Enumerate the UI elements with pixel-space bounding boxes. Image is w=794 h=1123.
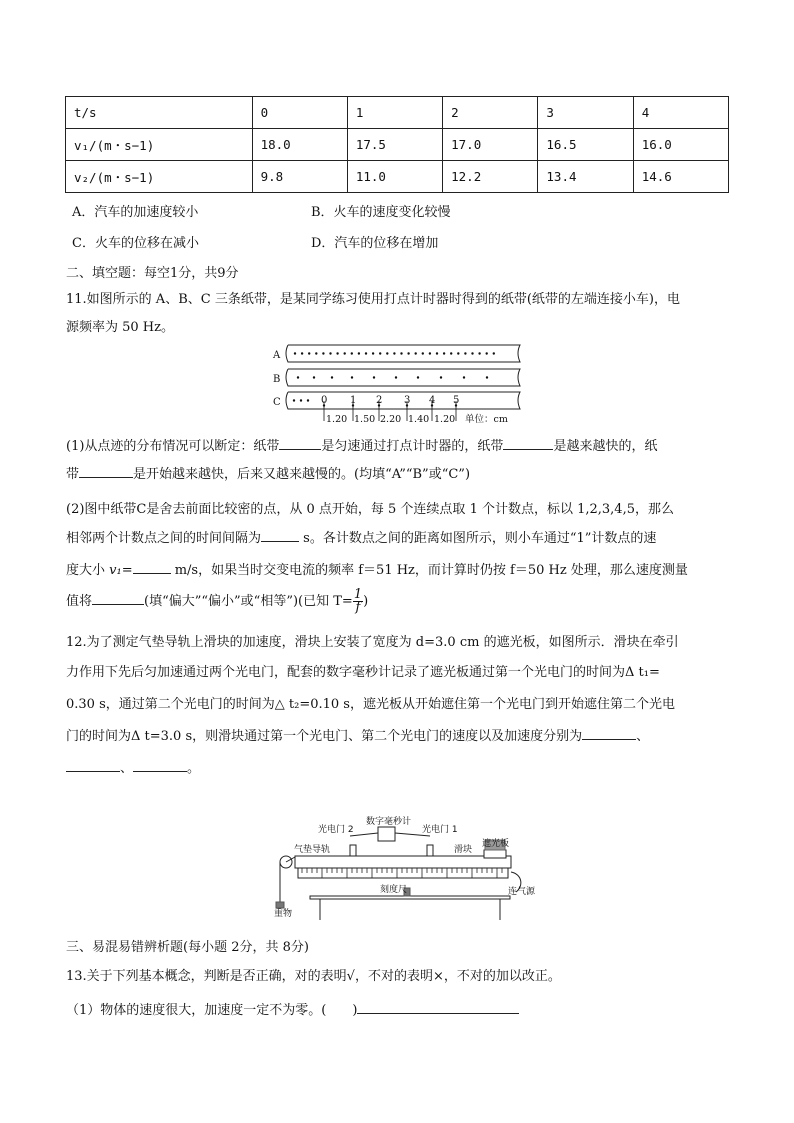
- answer-blank[interactable]: [279, 437, 321, 450]
- text: 相邻两个计数点之间的时间间隔为: [66, 531, 262, 546]
- tape-dot: [293, 399, 295, 401]
- table-cell: 13.4: [538, 161, 633, 193]
- table-row: [66, 129, 729, 161]
- answer-blank[interactable]: [92, 592, 144, 605]
- text: 门的时间为Δ t=3.0 s，则滑块通过第一个光电门、第二个光电门的速度以及加速度分别为: [66, 729, 583, 744]
- tape-dot: [417, 376, 419, 378]
- answer-blank[interactable]: [66, 759, 120, 772]
- tape-dot: [297, 376, 299, 378]
- text: （1）物体的速度很大，加速度一定不为零。( ): [66, 1003, 358, 1018]
- tape-label-c: C: [273, 397, 281, 408]
- tape-dot: [478, 352, 480, 354]
- table-cell: 12.2: [443, 161, 538, 193]
- tape-dot: [351, 376, 353, 378]
- q11-part2-line2: [66, 527, 656, 546]
- answer-blank[interactable]: [582, 727, 636, 740]
- tape-dot: [422, 352, 424, 354]
- table-cell: 3: [538, 97, 633, 129]
- text: 值将: [66, 594, 93, 609]
- tape-dot: [395, 376, 397, 378]
- tick-label: 5: [453, 395, 460, 406]
- fraction: [353, 589, 363, 614]
- option-d: D．汽车的位移在增加: [311, 236, 439, 251]
- paper-tape-figure: [268, 339, 528, 425]
- tape-dot: [440, 376, 442, 378]
- tape-dot: [415, 352, 417, 354]
- table-cell: 16.0: [633, 129, 728, 161]
- table-cell: 1: [347, 97, 442, 129]
- label-rail: 气垫导轨: [294, 845, 331, 855]
- option-c: C．火车的位移在减小: [72, 236, 199, 251]
- text: 、: [120, 761, 134, 776]
- label-air: 连气源: [508, 887, 536, 897]
- tape-dot: [464, 352, 466, 354]
- tape-dot: [294, 352, 296, 354]
- distance-label: 2.20: [380, 414, 402, 425]
- label-weight: 重物: [274, 909, 293, 919]
- paper-tape: [286, 369, 520, 386]
- tape-dot: [365, 352, 367, 354]
- tape-dot: [443, 352, 445, 354]
- answer-blank[interactable]: [133, 561, 171, 574]
- text: (填“偏大”“偏小”或“相等”)(已知 T=: [144, 594, 353, 609]
- table-cell: 17.0: [443, 129, 538, 161]
- table-header-row: [66, 97, 729, 129]
- text: 。: [187, 761, 201, 776]
- label-shade: 遮光板: [482, 839, 510, 849]
- table-cell: 17.5: [347, 129, 442, 161]
- q12-text: 力作用下先后匀加速通过两个光电门，配套的数字毫秒计记录了遮光板通过第一个光电门的时间为Δ t₁=: [66, 665, 660, 680]
- label-slider: 滑块: [454, 845, 473, 855]
- q11-text: 11.如图所示的 A、B、C 三条纸带，是某同学练习使用打点计时器时得到的纸带(纸带的左端连接小车)，电: [66, 292, 680, 307]
- tape-label-b: B: [273, 374, 281, 385]
- table-cell: v₁/(m・s−1): [66, 129, 253, 161]
- q13-text: 13.关于下列基本概念，判断是否正确，对的表明√，不对的表明×，不对的加以改正。: [66, 969, 561, 984]
- text: 带: [66, 467, 80, 482]
- air-track-figure: [272, 812, 536, 922]
- tape-dot: [400, 352, 402, 354]
- tape-dot: [322, 352, 324, 354]
- velocity-table: [65, 96, 729, 193]
- tape-dot: [471, 352, 473, 354]
- paper-tape: [286, 345, 520, 362]
- tape-dot: [393, 352, 395, 354]
- table-cell: t/s: [66, 97, 253, 129]
- text: 是越来越快的，纸: [553, 439, 658, 454]
- table-cell: 18.0: [252, 129, 347, 161]
- q11-part1-line1: [66, 435, 657, 454]
- tape-dot: [436, 352, 438, 354]
- answer-blank[interactable]: [261, 529, 299, 542]
- tape-dot: [313, 376, 315, 378]
- numerator: 1: [353, 587, 363, 602]
- tape-dot: [300, 399, 302, 401]
- tape-dot: [493, 352, 495, 354]
- text: 、: [636, 729, 650, 744]
- tick-label: 3: [404, 395, 411, 406]
- table-row: [66, 161, 729, 193]
- q12-line5: [66, 757, 200, 776]
- q12-text: 0.30 s，通过第二个光电门的时间为△ t₂=0.10 s，遮光板从开始遮住第一个光电门到开始遮住第二个光电: [66, 697, 675, 712]
- label-timer: 数字毫秒计: [366, 817, 412, 827]
- table-cell: 9.8: [252, 161, 347, 193]
- q11-text: 源频率为 50 Hz。: [66, 320, 174, 335]
- distance-label: 1.40: [408, 414, 430, 425]
- table-cell: 4: [633, 97, 728, 129]
- tape-dot: [336, 352, 338, 354]
- text: 是匀速通过打点计时器的，纸带: [321, 439, 504, 454]
- tape-dot: [386, 352, 388, 354]
- table-cell: 14.6: [633, 161, 728, 193]
- tick-label: 1: [350, 395, 357, 406]
- text: s。各计数点之间的距离如图所示，则小车通过“1”计数点的速: [299, 531, 657, 546]
- tape-dot: [358, 352, 360, 354]
- text: (1)从点迹的分布情况可以断定：纸带: [66, 439, 280, 454]
- q11-part2-line1: (2)图中纸带C是舍去前面比较密的点，从 0 点开始，每 5 个连续点取 1 个计数点，标以 1,2,3,4,5，那么: [66, 502, 674, 517]
- tape-dot: [457, 352, 459, 354]
- distance-label: 1.50: [354, 414, 376, 425]
- answer-blank[interactable]: [79, 465, 133, 478]
- section-heading-judge: 三、易混易错辨析题(每小题 2分，共 8分): [66, 940, 309, 955]
- option-b: B．火车的速度变化较慢: [311, 205, 451, 220]
- table-cell: 16.5: [538, 129, 633, 161]
- option-a: A．汽车的加速度较小: [72, 205, 199, 220]
- q11-part1-line2: [66, 463, 470, 482]
- table-cell: 0: [252, 97, 347, 129]
- answer-blank[interactable]: [133, 759, 187, 772]
- tape-dot: [351, 352, 353, 354]
- tape-dot: [329, 352, 331, 354]
- label-scale: 刻度尺: [380, 885, 408, 895]
- tape-dot: [450, 352, 452, 354]
- text: ): [363, 594, 369, 609]
- tape-dot: [308, 352, 310, 354]
- tape-dot: [463, 376, 465, 378]
- q11-part2-line4: [66, 589, 368, 614]
- tape-dot: [407, 352, 409, 354]
- section-heading-fill: 二、填空题：每空1分，共9分: [66, 266, 239, 281]
- tape-dot: [331, 376, 333, 378]
- tape-dot: [315, 352, 317, 354]
- tick-label: 0: [321, 395, 328, 406]
- text: 是开始越来越快，后来又越来越慢的。(均填“A”“B”或“C”): [133, 467, 471, 482]
- tick-label: 4: [429, 395, 436, 406]
- tape-dot: [429, 352, 431, 354]
- tape-dot: [372, 352, 374, 354]
- tape-dot: [379, 352, 381, 354]
- table-cell: 11.0: [347, 161, 442, 193]
- tape-dot: [373, 376, 375, 378]
- q13-item1: [66, 999, 519, 1018]
- answer-blank[interactable]: [503, 437, 553, 450]
- distance-label: 1.20: [326, 414, 348, 425]
- answer-blank[interactable]: [357, 1001, 519, 1014]
- label-gate1: 光电门 1: [422, 825, 458, 835]
- table-cell: v₂/(m・s−1): [66, 161, 253, 193]
- tape-dot: [486, 376, 488, 378]
- unit-label: 单位：cm: [465, 414, 508, 425]
- q12-line4: [66, 725, 649, 744]
- label-gate2: 光电门 2: [318, 825, 354, 835]
- text: m/s，如果当时交变电流的频率 f＝51 Hz，而计算时仍按 f＝50 Hz 处理，那么速度测量: [170, 563, 688, 578]
- text: v₁=: [109, 563, 133, 578]
- tape-dot: [486, 352, 488, 354]
- tape-label-a: A: [273, 350, 281, 361]
- tape-dot: [344, 352, 346, 354]
- q12-text: 12.为了测定气垫导轨上滑块的加速度，滑块上安装了宽度为 d=3.0 cm 的遮光板，如图所示．滑块在牵引: [66, 635, 679, 650]
- tape-dot: [307, 399, 309, 401]
- tape-dot: [301, 352, 303, 354]
- tick-label: 2: [376, 395, 383, 406]
- text: 度大小: [66, 563, 110, 578]
- table-cell: 2: [443, 97, 538, 129]
- denominator: f: [355, 600, 361, 615]
- distance-label: 1.20: [434, 414, 456, 425]
- q11-part2-line3: [66, 559, 688, 578]
